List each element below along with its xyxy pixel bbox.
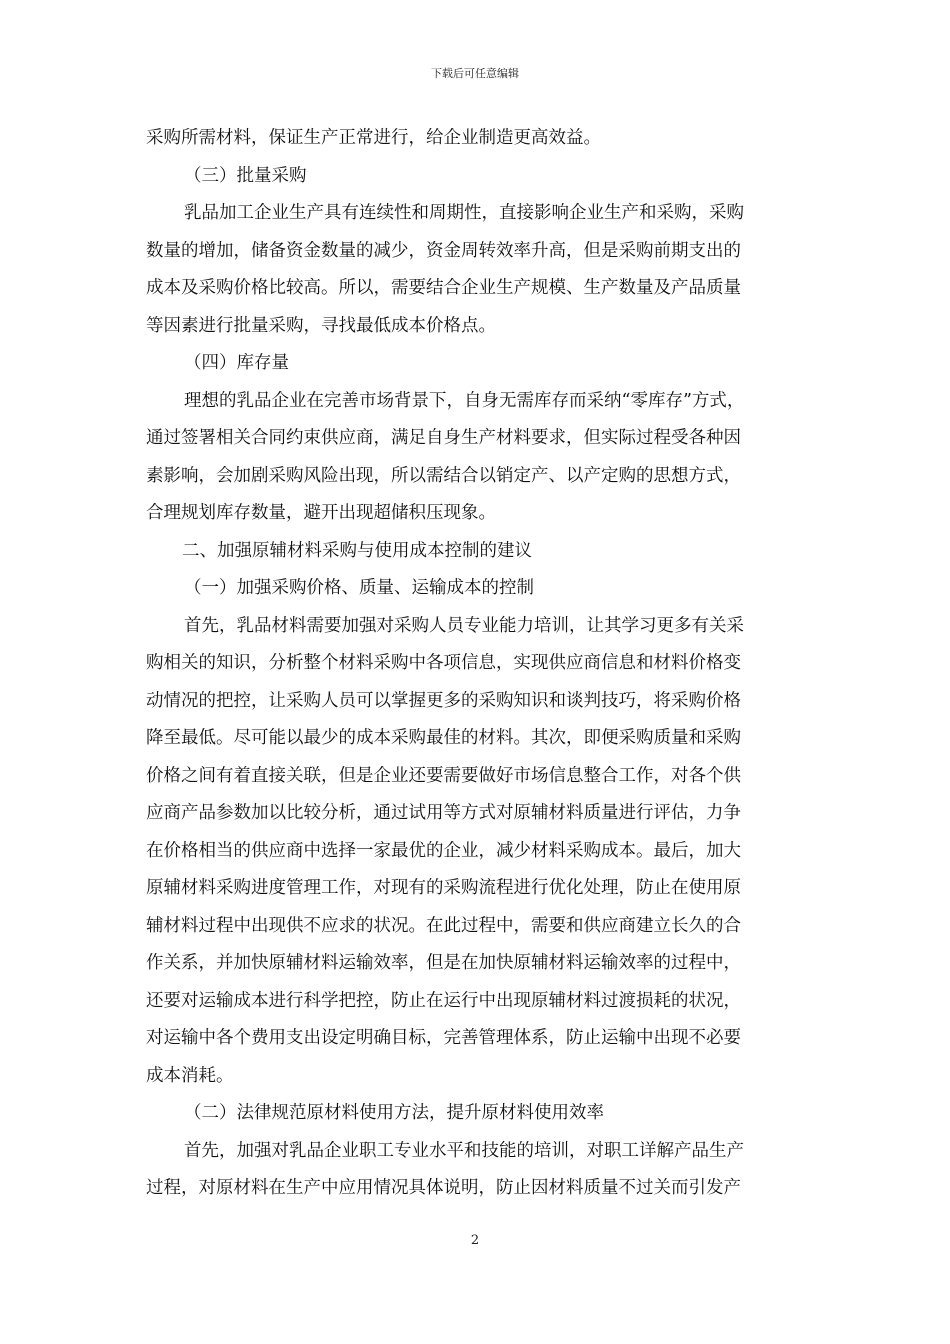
paragraph-line: 还要对运输成本进行科学把控，防止在运行中出现原辅材料过渡损耗的状况， bbox=[146, 990, 741, 1011]
paragraph-line: 首先，加强对乳品企业职工专业水平和技能的培训，对职工详解产品生产 bbox=[184, 1140, 744, 1161]
paragraph-line: 合理规划库存数量，避开出现超储积压现象。 bbox=[146, 503, 496, 523]
subsection-heading: （二）法律规范原材料使用方法，提升原材料使用效率 bbox=[184, 1103, 604, 1123]
subsection-heading: （三）批量采购 bbox=[184, 165, 307, 186]
paragraph-line: 成本及采购价格比较高。所以，需要结合企业生产规模、生产数量及产品质量 bbox=[146, 278, 741, 298]
document-body bbox=[146, 120, 808, 1208]
paragraph-line: 过程，对原材料在生产中应用情况具体说明，防止因材料质量不过关而引发产 bbox=[146, 1178, 741, 1198]
paragraph-line: 原辅材料采购进度管理工作，对现有的采购流程进行优化处理，防止在使用原 bbox=[146, 878, 741, 898]
paragraph-line: 购相关的知识，分析整个材料采购中各项信息，实现供应商信息和材料价格变 bbox=[146, 653, 741, 673]
paragraph-line: 首先，乳品材料需要加强对采购人员专业能力培训，让其学习更多有关采 bbox=[184, 615, 744, 636]
paragraph-line: 价格之间有着直接关联，但是企业还要需要做好市场信息整合工作，对各个供 bbox=[146, 765, 741, 786]
page-number: 2 bbox=[470, 1233, 480, 1248]
paragraph-line: 成本消耗。 bbox=[146, 1065, 234, 1086]
paragraph-line: 辅材料过程中出现供不应求的状况。在此过程中，需要和供应商建立长久的合 bbox=[146, 915, 741, 936]
page-header: 下载后可任意编辑 bbox=[431, 67, 519, 80]
subsection-heading: （一）加强采购价格、质量、运输成本的控制 bbox=[184, 578, 534, 598]
paragraph-line: 数量的增加，储备资金数量的减少，资金周转效率升高，但是采购前期支出的 bbox=[146, 240, 741, 261]
paragraph-line: 降至最低。尽可能以最少的成本采购最佳的材料。其次，即便采购质量和采购 bbox=[146, 728, 741, 748]
paragraph-line: 作关系，并加快原辅材料运输效率，但是在加快原辅材料运输效率的过程中， bbox=[146, 953, 741, 973]
paragraph-line: 对运输中各个费用支出设定明确目标，完善管理体系，防止运输中出现不必要 bbox=[146, 1028, 741, 1048]
paragraph-line: 应商产品参数加以比较分析，通过试用等方式对原辅材料质量进行评估，力争 bbox=[146, 803, 741, 823]
paragraph-line: 乳品加工企业生产具有连续性和周期性，直接影响企业生产和采购，采购 bbox=[184, 203, 744, 223]
paragraph-line: 采购所需材料，保证生产正常进行，给企业制造更高效益。 bbox=[146, 128, 601, 148]
paragraph-line: 通过签署相关合同约束供应商，满足自身生产材料要求，但实际过程受各种因 bbox=[146, 428, 741, 448]
paragraph-line: 动情况的把控，让采购人员可以掌握更多的采购知识和谈判技巧，将采购价格 bbox=[146, 690, 741, 711]
subsection-heading: （四）库存量 bbox=[184, 353, 289, 373]
section-heading: 二、加强原辅材料采购与使用成本控制的建议 bbox=[182, 540, 532, 561]
paragraph-line: 等因素进行批量采购，寻找最低成本价格点。 bbox=[146, 315, 496, 336]
paragraph-line: 素影响，会加剧采购风险出现，所以需结合以销定产、以产定购的思想方式， bbox=[146, 465, 741, 486]
paragraph-line: 在价格相当的供应商中选择一家最优的企业，减少材料采购成本。最后，加大 bbox=[146, 840, 741, 861]
paragraph-line: 理想的乳品企业在完善市场背景下，自身无需库存而采纳“零库存”方式， bbox=[184, 390, 745, 411]
